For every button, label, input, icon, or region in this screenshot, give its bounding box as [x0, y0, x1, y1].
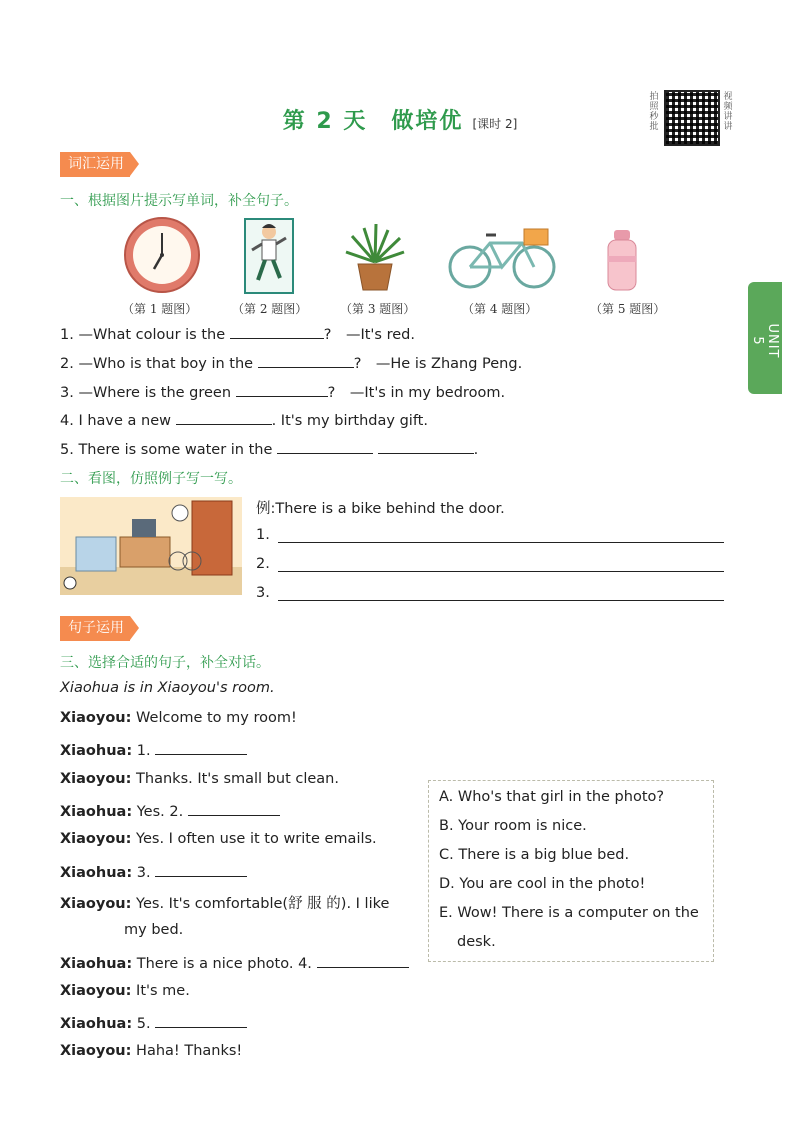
q1-blank[interactable] — [230, 324, 324, 339]
caption-4: （第 4 题图） — [462, 302, 538, 316]
dialogue-text: Yes. 2. — [136, 804, 184, 820]
bike-icon — [446, 213, 558, 293]
q3-blank[interactable] — [236, 382, 328, 397]
dialogue-text: Welcome to my room! — [136, 710, 297, 726]
q5-end: . — [473, 442, 479, 458]
write-line-1[interactable] — [278, 542, 724, 543]
option-a[interactable]: A. Who's that girl in the photo? — [439, 789, 665, 805]
option-c[interactable]: C. There is a big blue bed. — [439, 847, 630, 863]
dialogue-text: There is a nice photo. 4. — [136, 956, 312, 972]
example-sentence: 例:There is a bike behind the door. — [256, 501, 505, 517]
speaker: Xiaoyou: — [60, 983, 132, 999]
q4-answer: . It's my birthday gift. — [271, 413, 428, 429]
caption-5: （第 5 题图） — [590, 302, 666, 316]
title-lesson: [课时 2] — [472, 117, 518, 131]
q3-answer: ? —It's in my bedroom. — [327, 385, 506, 401]
q2-text: 2. —Who is that boy in the — [60, 356, 254, 372]
q1-answer: ? —It's red. — [323, 327, 415, 343]
write-num-1: 1. — [256, 527, 270, 543]
write-line-3[interactable] — [278, 600, 724, 601]
dialogue-line-8 — [124, 922, 183, 938]
answer-blank-3[interactable] — [155, 862, 247, 877]
dialogue-text: Yes. I often use it to write emails. — [136, 831, 377, 847]
option-d[interactable]: D. You are cool in the photo! — [439, 876, 646, 892]
bedroom-picture — [60, 497, 242, 595]
qr-code-icon[interactable] — [664, 90, 720, 146]
dialogue-line-9 — [60, 953, 409, 972]
section1-heading: 一、根据图片提示写单词，补全句子。 — [60, 193, 298, 209]
dialogue-line-2 — [60, 740, 247, 759]
badge-sentence: 句子运用 — [60, 616, 130, 641]
dialogue-line-11 — [60, 1013, 247, 1032]
write-line-2[interactable] — [278, 571, 724, 572]
speaker: Xiaoyou: — [60, 1043, 132, 1059]
q3-line — [60, 381, 505, 402]
bottle-icon — [602, 228, 642, 294]
speaker: Xiaohua: — [60, 804, 133, 820]
speaker: Xiaohua: — [60, 743, 133, 759]
clock-icon — [120, 215, 204, 295]
dialogue-text: 5. — [136, 1016, 151, 1032]
dialogue-line-1 — [60, 710, 297, 726]
dialogue-line-6 — [60, 862, 247, 881]
dialogue-line-7 — [60, 892, 389, 913]
option-b[interactable]: B. Your room is nice. — [439, 818, 587, 834]
dialogue-text: It's me. — [136, 983, 190, 999]
dialogue-line-5 — [60, 831, 377, 847]
q2-answer: ? —He is Zhang Peng. — [353, 356, 523, 372]
q5-text: 5. There is some water in the — [60, 442, 273, 458]
dialogue-text: Haha! Thanks! — [136, 1043, 243, 1059]
q2-line — [60, 352, 522, 373]
dialogue-text: 1. — [136, 743, 151, 759]
answer-blank-1[interactable] — [155, 740, 247, 755]
dialogue-line-4 — [60, 801, 280, 820]
dialogue-text: Yes. It's comfortable(舒 服 的). I like — [136, 896, 390, 912]
boy-icon — [244, 218, 294, 294]
speaker: Xiaoyou: — [60, 771, 132, 787]
q1-text: 1. —What colour is the — [60, 327, 226, 343]
qr-right-label: 视频讲讲 — [723, 92, 733, 132]
caption-1: （第 1 题图） — [122, 302, 198, 316]
section3-heading: 三、选择合适的句子，补全对话。 — [60, 655, 270, 671]
q5-blank-2[interactable] — [378, 439, 474, 454]
speaker: Xiaohua: — [60, 956, 133, 972]
title-main: 第 2 天 做培优 — [282, 109, 464, 134]
options-box — [428, 780, 714, 962]
qr-left-label: 拍照秒批 — [649, 92, 659, 132]
speaker: Xiaoyou: — [60, 831, 132, 847]
write-num-2: 2. — [256, 556, 270, 572]
badge-vocab: 词汇运用 — [60, 152, 130, 177]
option-e[interactable]: E. Wow! There is a computer on the — [439, 905, 699, 921]
unit-tab — [748, 282, 782, 394]
q4-blank[interactable] — [176, 410, 272, 425]
dialogue-text: 3. — [136, 865, 151, 881]
dialogue-text: Thanks. It's small but clean. — [136, 771, 339, 787]
q5-blank-1[interactable] — [277, 439, 373, 454]
q4-line — [60, 410, 428, 429]
speaker: Xiaoyou: — [60, 710, 132, 726]
q2-blank[interactable] — [258, 353, 354, 368]
q1-line — [60, 323, 415, 344]
plant-icon — [342, 222, 408, 294]
write-num-3: 3. — [256, 585, 270, 601]
dialogue-text: my bed. — [124, 922, 184, 938]
q3-text: 3. —Where is the green — [60, 385, 232, 401]
answer-blank-2[interactable] — [188, 801, 280, 816]
q4-text: 4. I have a new — [60, 413, 171, 429]
speaker: Xiaoyou: — [60, 896, 132, 912]
caption-2: （第 2 题图） — [232, 302, 308, 316]
section2-heading: 二、看图，仿照例子写一写。 — [60, 471, 242, 487]
q5-line — [60, 439, 478, 458]
unit-tab-label: UNIT 5 — [750, 323, 780, 359]
speaker: Xiaohua: — [60, 1016, 133, 1032]
caption-3: （第 3 题图） — [340, 302, 416, 316]
dialogue-intro: Xiaohua is in Xiaoyou's room. — [60, 680, 275, 696]
speaker: Xiaohua: — [60, 865, 133, 881]
option-e-cont: desk. — [457, 934, 496, 950]
answer-blank-4[interactable] — [317, 953, 409, 968]
dialogue-line-10 — [60, 983, 190, 999]
dialogue-line-12 — [60, 1043, 242, 1059]
dialogue-line-3 — [60, 771, 339, 787]
answer-blank-5[interactable] — [155, 1013, 247, 1028]
